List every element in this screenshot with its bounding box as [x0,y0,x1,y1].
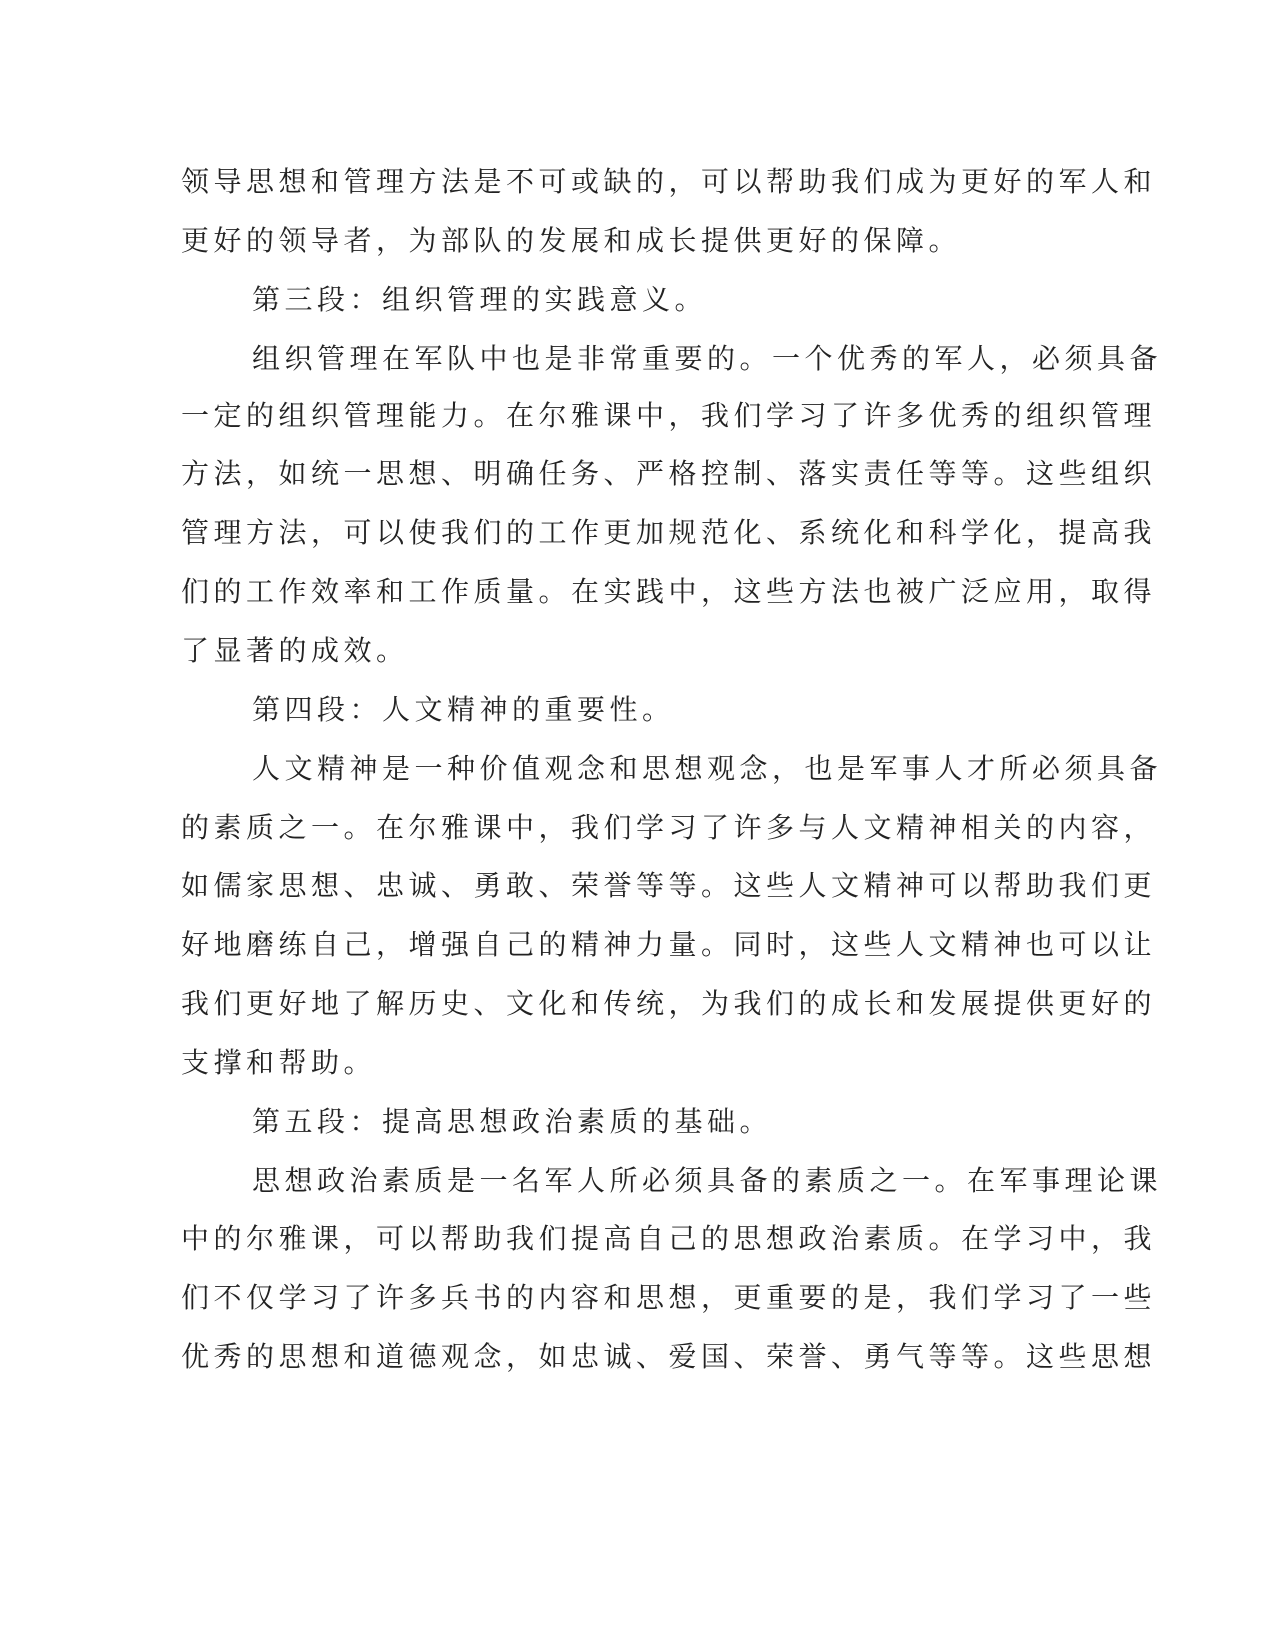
text-line: 好地磨练自己，增强自己的精神力量。同时，这些人文精神也可以让 [181,928,1157,961]
text-line: 思想政治素质是一名军人所必须具备的素质之一。在军事理论课 [252,1164,1163,1197]
text-line: 领导思想和管理方法是不可或缺的，可以帮助我们成为更好的军人和 [181,165,1157,198]
text-line: 我们更好地了解历史、文化和传统，为我们的成长和发展提供更好的 [181,987,1157,1020]
text-line: 组织管理在军队中也是非常重要的。一个优秀的军人，必须具备 [252,342,1163,375]
text-line: 一定的组织管理能力。在尔雅课中，我们学习了许多优秀的组织管理 [181,399,1157,432]
text-line: 更好的领导者，为部队的发展和成长提供更好的保障。 [181,224,962,257]
text-line: 的素质之一。在尔雅课中，我们学习了许多与人文精神相关的内容， [181,811,1157,844]
section-heading-5: 第五段：提高思想政治素质的基础。 [252,1105,773,1138]
section-heading-3: 第三段：组织管理的实践意义。 [252,283,708,316]
text-line: 如儒家思想、忠诚、勇敢、荣誉等等。这些人文精神可以帮助我们更 [181,869,1157,902]
text-line: 们的工作效率和工作质量。在实践中，这些方法也被广泛应用，取得 [181,575,1157,608]
text-line: 中的尔雅课，可以帮助我们提高自己的思想政治素质。在学习中，我 [181,1222,1157,1255]
text-line: 了显著的成效。 [181,634,409,667]
section-heading-4: 第四段：人文精神的重要性。 [252,693,675,726]
text-line: 人文精神是一种价值观念和思想观念，也是军事人才所必须具备 [252,752,1163,785]
text-line: 管理方法，可以使我们的工作更加规范化、系统化和科学化，提高我 [181,516,1157,549]
text-line: 优秀的思想和道德观念，如忠诚、爱国、荣誉、勇气等等。这些思想 [181,1340,1157,1373]
text-line: 支撑和帮助。 [181,1046,377,1079]
text-line: 们不仅学习了许多兵书的内容和思想，更重要的是，我们学习了一些 [181,1281,1157,1314]
text-line: 方法，如统一思想、明确任务、严格控制、落实责任等等。这些组织 [181,457,1157,490]
